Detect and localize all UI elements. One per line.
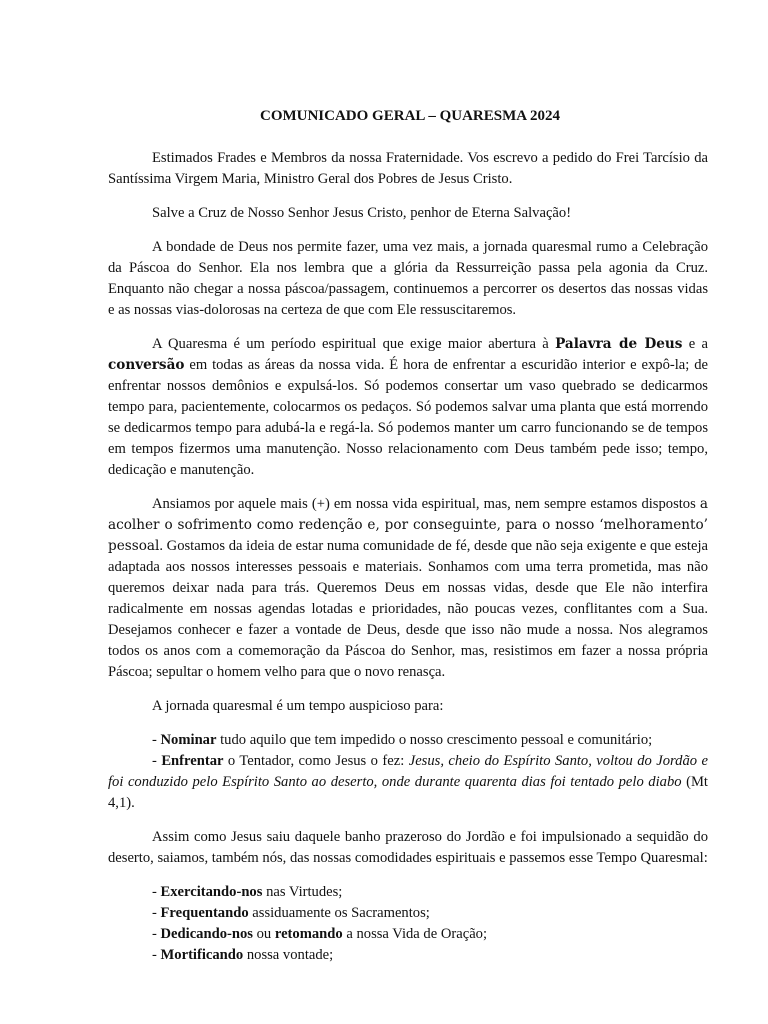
list-item (108, 945, 708, 966)
list-item-text: ou (252, 926, 275, 942)
text-segment: Ansiamos por aquele mais (+) em nossa vida espiritual, mas, nem sempre estamos dispostos (152, 496, 700, 512)
list-dash: - (152, 732, 161, 748)
list-item-text: o Tentador, como Jesus o fez: (223, 753, 409, 769)
list-item-keyword: Exercitando-nos (160, 884, 263, 900)
paragraph-desert: Assim como Jesus saiu daquele banho prazeroso do Jordão e foi impulsionado a sequidão do deserto, saiamos, também nós, das nossas comodidades espirituais e passemos esse Tempo Quaresmal: (108, 829, 708, 866)
list-item (108, 903, 708, 924)
paragraph-greeting: Estimados Frades e Membros da nossa Fraternidade. Vos escrevo a pedido do Frei Tarcísio da Santíssima Virgem Maria, Ministro Geral dos Pobres de Jesus Cristo. (108, 150, 708, 187)
list-dash: - (152, 926, 161, 942)
text-segment: . Gostamos da ideia de estar numa comunidade de fé, desde que não seja exigente e que esteja adaptada aos nossos interesses pessoais e materiais. Sonhamos com uma terra prometida, mas não queremos deixar nada para trás. Queremos Deus em nossas vidas, desde que Ele não interfira radicalmente em nossas agendas lotadas e prioridades, não poucas vezes, conflitantes com a Sua. Desejamos conhecer e fazer a vontade de Deus, desde que isso não mude a nossa. Nos alegramos todos os anos com a comemoração da Páscoa do Senhor, mas, resistimos em fazer a nossa própria Páscoa; sepultar o homem velho para que o novo renasça. (108, 538, 708, 680)
list-item (108, 924, 708, 945)
list-dash: - (152, 947, 161, 963)
scripture-reference: (Mt 4,1). (108, 774, 708, 811)
list-item-keyword: Nominar (160, 732, 217, 748)
list-item-text: nas Virtudes; (262, 884, 343, 900)
scripture-quote: Jesus, cheio do Espírito Santo, voltou do Jordão e foi conduzido pelo Espírito Santo ao deserto, onde durante quarenta dias foi tentado pelo diabo (108, 753, 708, 790)
list-dash: - (152, 884, 161, 900)
paragraph-lent-journey: A bondade de Deus nos permite fazer, uma vez mais, a jornada quaresmal rumo a Celebração da Páscoa do Senhor. Ela nos lembra que a glória da Ressurreição passa pela agonia da Cruz. Enquanto não chegar a nossa páscoa/passagem, continuemos a percorrer os desertos das nossas vidas e as nossas vias-dolorosas na certeza de que com Ele ressuscitaremos. (108, 239, 708, 318)
list-item-text: a nossa Vida de Oração; (342, 926, 488, 942)
bold-term: conversão (108, 357, 185, 373)
list-item-text: nossa vontade; (243, 947, 334, 963)
text-segment: A Quaresma é um período espiritual que exige maior abertura à (152, 336, 556, 352)
list-item (108, 751, 708, 814)
list-item-text: tudo aquilo que tem impedido o nosso crescimento pessoal e comunitário; (216, 732, 653, 748)
list-item-keyword: retomando (274, 926, 343, 942)
paragraph-list-intro: A jornada quaresmal é um tempo auspicioso para: (152, 698, 444, 714)
paragraph-salutation: Salve a Cruz de Nosso Senhor Jesus Cristo, penhor de Eterna Salvação! (152, 205, 572, 221)
list-item-keyword: Dedicando-nos (160, 926, 253, 942)
list-dash: - (152, 753, 162, 769)
list-purposes (108, 730, 708, 814)
list-practices (108, 882, 708, 966)
list-dash: - (152, 905, 161, 921)
list-item-keyword: Frequentando (160, 905, 249, 921)
paragraph-spiritual-life (108, 494, 708, 683)
highlighted-phrase: a acolher o sofrimento como redenção e, por conseguinte, para o nosso ‘melhoramento’ pessoal (108, 496, 708, 554)
list-item-text: assiduamente os Sacramentos; (248, 905, 430, 921)
paragraph-lent-definition (108, 334, 708, 481)
document-title: COMUNICADO GERAL – QUARESMA 2024 (259, 108, 560, 124)
list-item (108, 882, 708, 903)
list-item (108, 730, 708, 751)
bold-term: Palavra de Deus (555, 336, 683, 352)
text-segment: em todas as áreas da nossa vida. É hora de enfrentar a escuridão interior e expô-la; de enfrentar nossos demônios e expulsá-los. Só podemos consertar um vaso quebrado se dedicarmos tempo para, pacientemente, colocarmos os pedaços. Só podemos salvar uma planta que está morrendo se dedicarmos tempo para adubá-la e regá-la. Só podemos manter um carro funcionando se de tempos em tempos fizermos uma manutenção. Nosso relacionamento com Deus também pede isso; tempo, dedicação e manutenção. (108, 357, 708, 478)
list-item-keyword: Mortificando (160, 947, 244, 963)
list-item-keyword: Enfrentar (161, 753, 224, 769)
text-segment: e a (682, 336, 708, 352)
